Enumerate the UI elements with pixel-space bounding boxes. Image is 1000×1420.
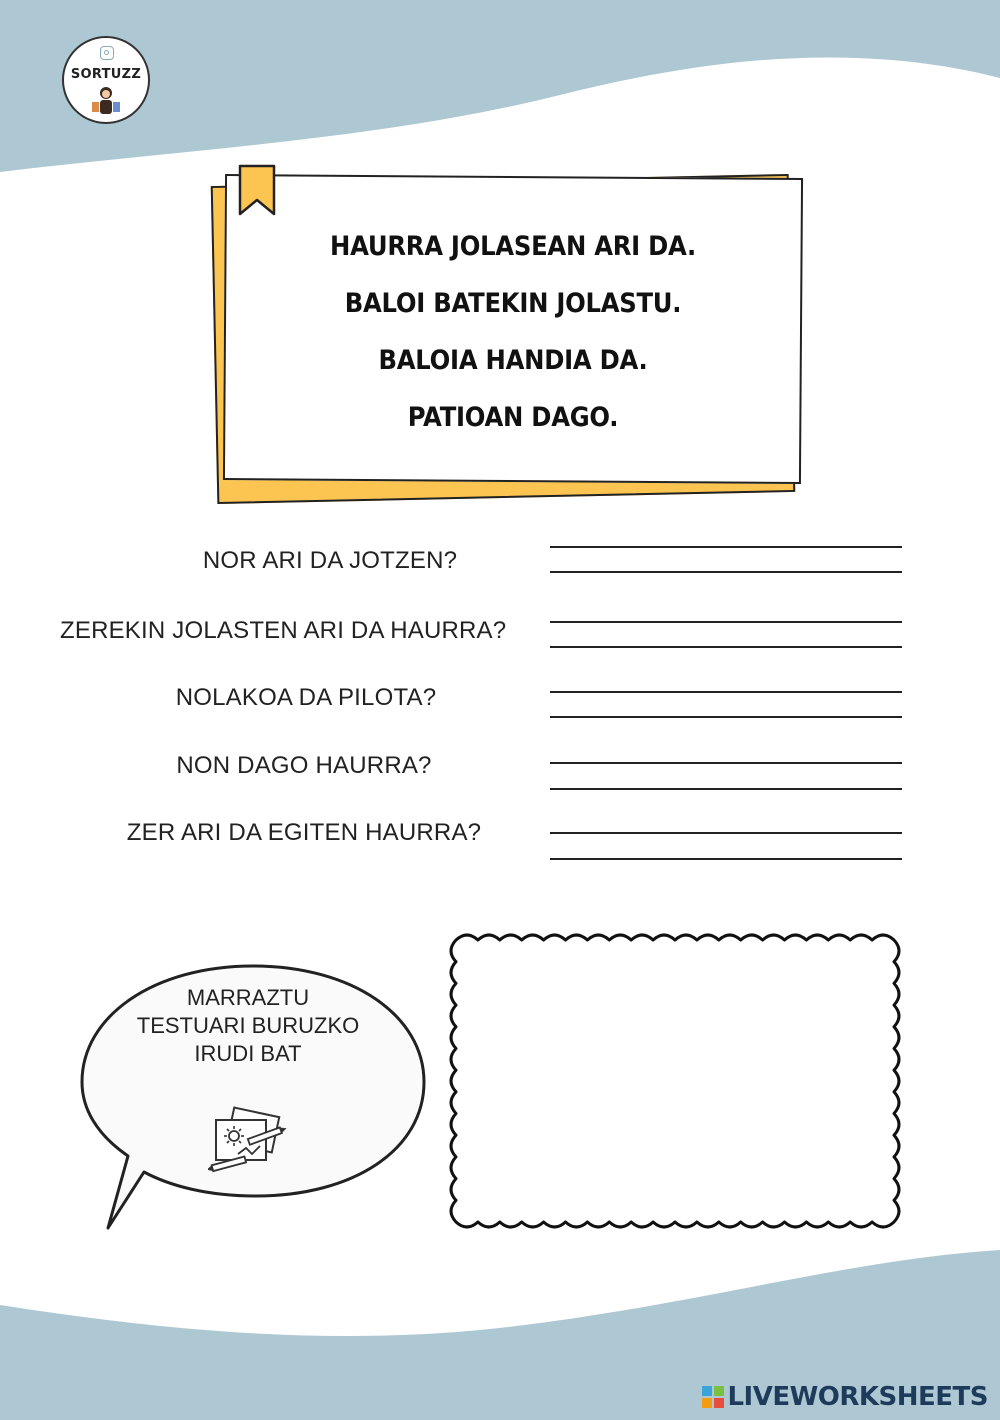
brand-text: LIVEWORKSHEETS	[727, 1382, 988, 1412]
reading-line: BALOIA HANDIA DA.	[378, 345, 648, 376]
liveworksheets-brand	[702, 1382, 988, 1412]
reading-line: BALOI BATEKIN JOLASTU.	[344, 288, 682, 319]
answer-line-5b[interactable]	[550, 858, 902, 860]
drawing-prompt-line: TESTUARI BURUZKO	[136, 1013, 360, 1038]
answer-line-3b[interactable]	[550, 716, 902, 718]
top-wave-decoration	[0, 0, 1000, 180]
instagram-icon	[100, 46, 114, 60]
drawing-prompt-line: IRUDI BAT	[194, 1041, 302, 1066]
answer-line-5a[interactable]	[550, 832, 902, 834]
girl-figure-icon	[88, 84, 124, 118]
question-3: NOLAKOA DA PILOTA?	[175, 684, 437, 711]
drawing-prompt	[118, 984, 378, 1068]
bookmark-ribbon-icon	[238, 164, 276, 216]
sortuzz-logo	[62, 36, 150, 124]
question-4: NON DAGO HAURRA?	[176, 752, 432, 779]
reading-text	[230, 218, 796, 446]
answer-line-1a[interactable]	[550, 546, 902, 548]
answer-line-2a[interactable]	[550, 621, 902, 623]
liveworksheets-logo-icon	[702, 1386, 724, 1408]
answer-line-3a[interactable]	[550, 691, 902, 693]
question-5: ZER ARI DA EGITEN HAURRA?	[126, 819, 482, 846]
drawing-prompt-line: MARRAZTU	[186, 985, 310, 1010]
question-2: ZEREKIN JOLASTEN ARI DA HAURRA?	[60, 617, 507, 644]
answer-line-4a[interactable]	[550, 762, 902, 764]
answer-line-2b[interactable]	[550, 646, 902, 648]
answer-line-1b[interactable]	[550, 571, 902, 573]
drawing-paper-icon	[208, 1106, 290, 1176]
question-1: NOR ARI DA JOTZEN?	[202, 547, 458, 574]
reading-line: PATIOAN DAGO.	[407, 402, 619, 433]
answer-line-4b[interactable]	[550, 788, 902, 790]
drawing-area[interactable]	[446, 930, 904, 1232]
logo-text: SORTUZZ	[70, 67, 142, 82]
reading-line: HAURRA JOLASEAN ARI DA.	[330, 231, 696, 262]
